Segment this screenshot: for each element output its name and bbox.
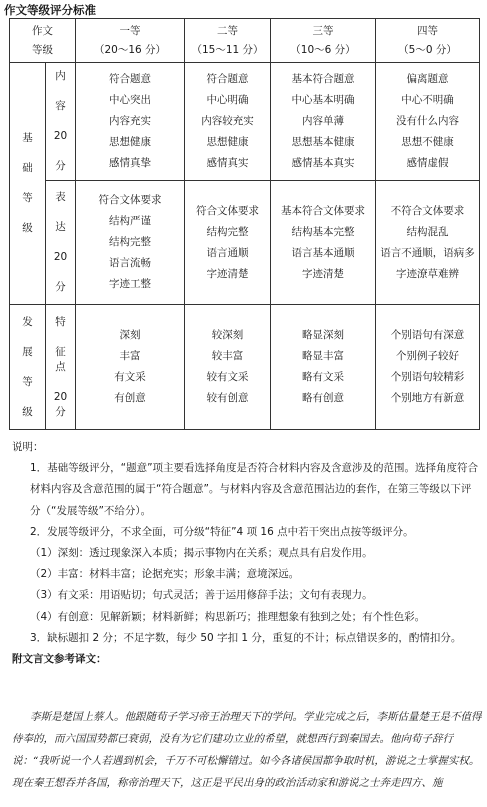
feature-level-4-cell: 个别语句有深意 个别例子较好 个别语句较精彩 个别地方有新意	[376, 305, 480, 430]
feature-row	[10, 305, 480, 430]
note-2: 2．发展等级评分，不求全面，可分级“特征”4 项 16 点中若干突出点按等级评分。	[30, 525, 414, 538]
feature-label: 特 征 点 20 分	[46, 305, 76, 430]
level-4-header: 四等 （5～0 分）	[376, 19, 480, 63]
content-row	[10, 63, 480, 181]
note-2-item-2: （2）丰富：材料丰富；论据充实；形象丰满；意境深远。	[30, 568, 300, 581]
expression-level-1-cell: 符合文体要求 结构严谨 结构完整 语言流畅 字迹工整	[76, 181, 185, 305]
content-level-2-cell: 符合题意 中心明确 内容较充实 思想健康 感情真实	[185, 63, 271, 181]
note-3: 3．缺标题扣 2 分；不足字数，每少 50 字扣 1 分，重复的不计；标点错误多的，酌情扣分。	[30, 631, 462, 644]
page-title: 作文等级评分标准	[4, 3, 96, 17]
note-1: 1．基础等级评分，“题意”项主要看选择角度是否符合材料内容及含意涉及的范围。选择角度符合材料内容及含意范围的属于“符合题意”。与材料内容及含意范围沾边的套作，在第三等级以下评分（“发展等级”不给分）。	[30, 462, 479, 517]
content-level-3-cell: 基本符合题意 中心基本明确 内容单薄 思想基本健康 感情基本真实	[271, 63, 376, 181]
content-level-1-cell: 符合题意 中心突出 内容充实 思想健康 感情真挚	[76, 63, 185, 181]
level-corner-header: 作文 等级	[10, 19, 76, 63]
basic-level-label: 基 础 等 级	[10, 63, 46, 305]
level-2-header: 二等 （15～11 分）	[185, 19, 271, 63]
content-level-4-cell: 偏离题意 中心不明确 没有什么内容 思想不健康 感情虚假	[376, 63, 480, 181]
note-2-item-3: （3）有文采：用语贴切；句式灵活；善于运用修辞手法；文句有表现力。	[30, 589, 373, 602]
level-3-header: 三等 （10～6 分）	[271, 19, 376, 63]
expression-label: 表 达 20 分	[46, 181, 76, 305]
note-2-item-1: （1）深刻：透过现象深入本质；揭示事物内在关系；观点具有启发作用。	[30, 547, 373, 560]
grading-table	[9, 18, 480, 430]
translation-section	[12, 706, 482, 794]
feature-level-2-cell: 较深刻 较丰富 较有文采 较有创意	[185, 305, 271, 430]
feature-level-1-cell: 深刻 丰富 有文采 有创意	[76, 305, 185, 430]
develop-level-label: 发 展 等 级	[10, 305, 46, 430]
notes-heading: 说明：	[12, 441, 44, 453]
notes-section	[12, 437, 480, 670]
expression-level-2-cell: 符合文体要求 结构完整 语言通顺 字迹清楚	[185, 181, 271, 305]
feature-level-3-cell: 略显深刻 略显丰富 略有文采 略有创意	[271, 305, 376, 430]
content-label: 内 容 20 分	[46, 63, 76, 181]
note-2-item-4: （4）有创意：见解新颖；材料新鲜；构思新巧；推理想象有独到之处；有个性色彩。	[30, 610, 426, 623]
expression-level-4-cell: 不符合文体要求 结构混乱 语言不通顺，语病多 字迹潦草难辨	[376, 181, 480, 305]
header-row	[10, 19, 480, 63]
translation-text: 李斯是楚国上蔡人。他跟随荀子学习帝王治理天下的学问。学业完成之后，李斯估量楚王是不值得侍奉的，而六国国势都已衰弱，没有为它们建功立业的希望，就想西行到秦国去。他向荀子辞行说：“我听说一个人若遇到机会，千万不可松懈错过。如今各诸侯国都争取时机，游说之士掌握实权。现在秦王想吞并各国，称帝治理天下，这正是平民出身的政治活动家和游说之士奔走四方、施	[12, 711, 482, 789]
level-1-header: 一等 （20～16 分）	[76, 19, 185, 63]
translation-heading: 附文言文参考译文：	[12, 653, 107, 666]
expression-row	[10, 181, 480, 305]
expression-level-3-cell: 基本符合文体要求 结构基本完整 语言基本通顺 字迹清楚	[271, 181, 376, 305]
